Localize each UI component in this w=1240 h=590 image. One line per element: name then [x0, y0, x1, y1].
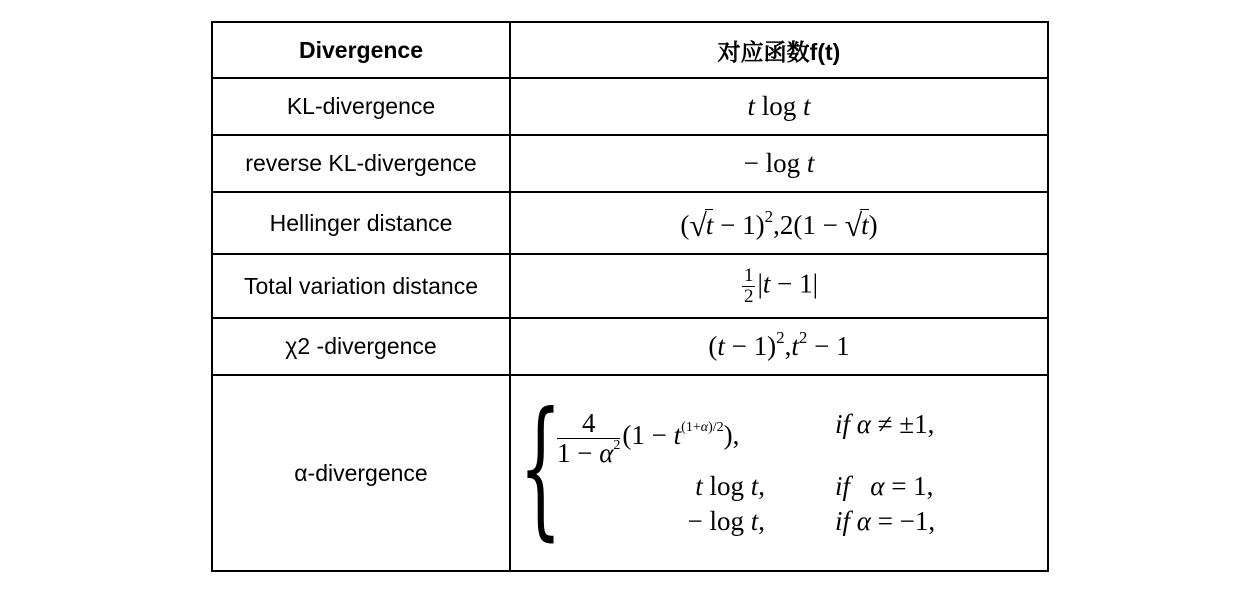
formula-total-variation: $\frac{1}{2}$ |t − 1| [510, 254, 1048, 318]
case-2-expression: t log t, [695, 470, 765, 501]
row-name: reverse KL-divergence [212, 135, 510, 192]
row-name: Hellinger distance [212, 192, 510, 254]
header-function: 对应函数f(t) [510, 22, 1048, 78]
formula-chi2: $(t - 1)^2,t^2 - 1$ [510, 318, 1048, 375]
table-header-row [212, 22, 1048, 78]
header-divergence: Divergence [212, 22, 510, 78]
case-3-expression: − log t, [687, 505, 765, 536]
row-name: α-divergence [212, 375, 510, 571]
divergence-table [211, 21, 1049, 572]
formula-alpha [510, 375, 1048, 571]
piecewise-cases [511, 381, 1047, 555]
table-row [212, 135, 1048, 192]
row-name: KL-divergence [212, 78, 510, 135]
row-name: Total variation distance [212, 254, 510, 318]
table-row [212, 318, 1048, 375]
table-row [212, 254, 1048, 318]
case-1-expression: $\frac{4}{1 - \alpha^2}$ $(1 - t^{(1+\alpha)/2})$, [557, 408, 740, 468]
case-3-condition: if α = −1, [835, 505, 936, 536]
formula-hellinger: $(√t - 1)^2,2(1 - √t)$ [510, 192, 1048, 254]
table-row [212, 78, 1048, 135]
left-brace: { [519, 381, 562, 555]
formula-reverse-kl: − log t [510, 135, 1048, 192]
case-1-condition: if α ≠ ±1, [835, 409, 935, 440]
formula-kl: t log t [510, 78, 1048, 135]
table-row [212, 375, 1048, 571]
table-row [212, 192, 1048, 254]
case-2-condition: if α = 1, [835, 470, 934, 501]
row-name: χ2 -divergence [212, 318, 510, 375]
